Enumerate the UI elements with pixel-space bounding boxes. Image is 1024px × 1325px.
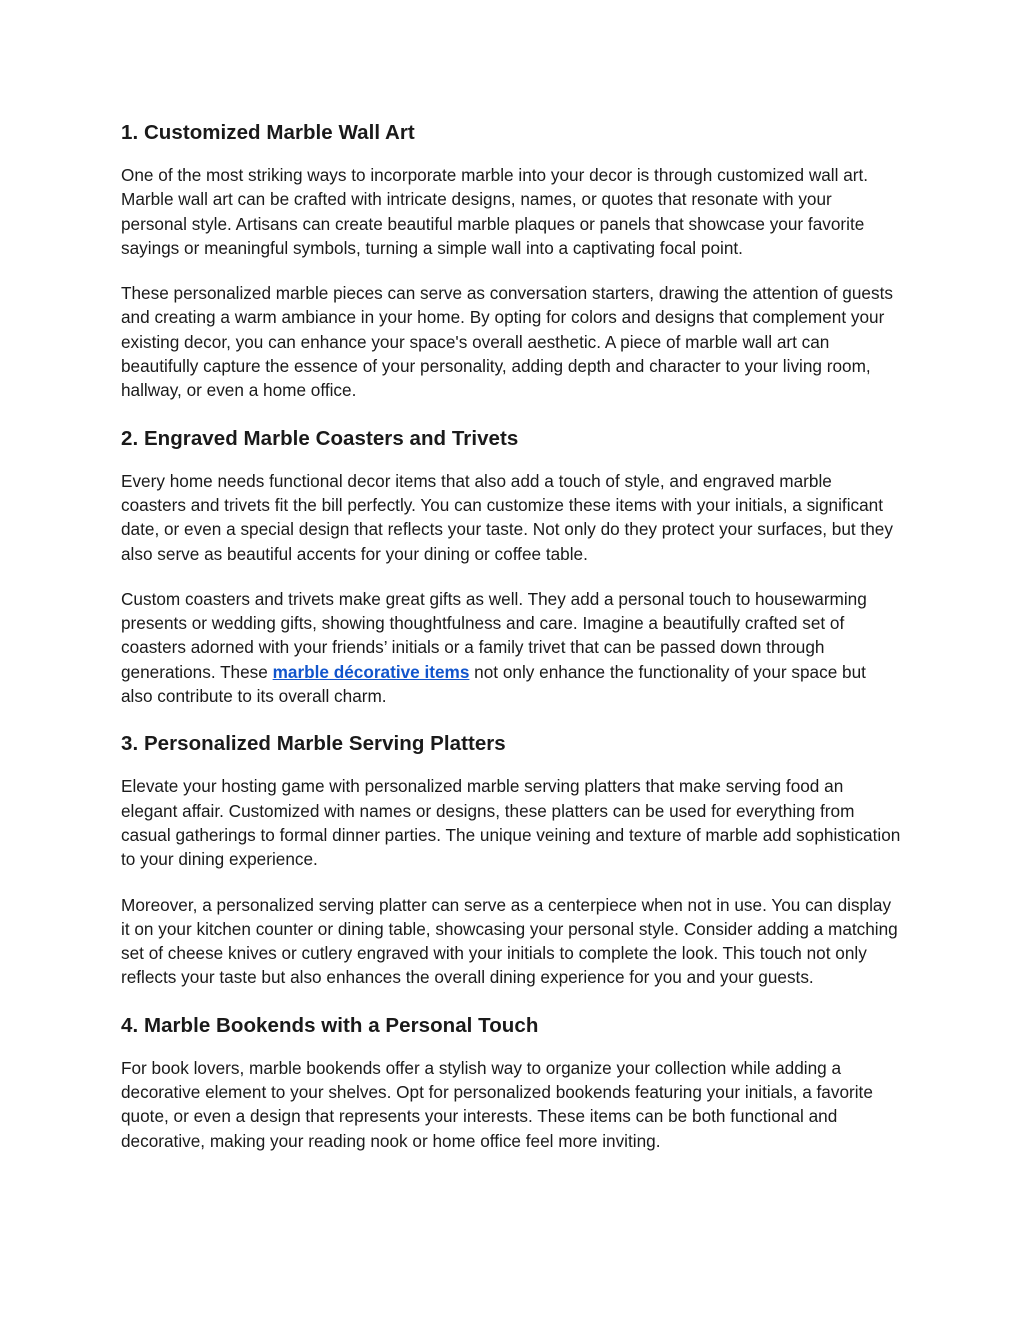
section-serving-platters [121, 727, 901, 989]
paragraph-with-link [121, 587, 901, 708]
section-coasters-trivets [121, 422, 901, 709]
section-wall-art [121, 116, 901, 403]
paragraph: These personalized marble pieces can serve as conversation starters, drawing the attention of guests and creating a warm ambiance in your home. By opting for colors and designs that complement your existing decor, you can enhance your space's overall aesthetic. A piece of marble wall art can beautifully capture the essence of your personality, adding depth and character to your living room, hallway, or even a home office. [121, 283, 893, 401]
section-heading: 3. Personalized Marble Serving Platters [121, 732, 506, 756]
paragraph-text-after-link: not only enhance the functionality of your space but also contribute to its overall charm. [121, 661, 866, 707]
paragraph: For book lovers, marble bookends offer a stylish way to organize your collection while adding a decorative element to your shelves. Opt for personalized bookends featuring your initials, a favorite quote, or even a design that represents your interests. These items can be both functional and decorative, making your reading nook or home office feel more inviting. [121, 1057, 873, 1151]
document-page [121, 116, 901, 1174]
paragraph-text-before-link: Custom coasters and trivets make great gifts as well. They add a personal touch to housewarming presents or wedding gifts, showing thoughtfulness and care. Imagine a beautifully crafted set of coasters adorned with your friends’ initials or a family trivet that can be passed down through generations. These [121, 588, 867, 682]
paragraph: Every home needs functional decor items that also add a touch of style, and engraved marble coasters and trivets fit the bill perfectly. You can customize these items with your initials, a significant date, or even a special design that reflects your taste. Not only do they protect your surfaces, but they also serve as beautiful accents for your dining or coffee table. [121, 470, 893, 564]
section-bookends [121, 1009, 901, 1153]
paragraph: One of the most striking ways to incorporate marble into your decor is through customized wall art. Marble wall art can be crafted with intricate designs, names, or quotes that resonate with your personal style. Artisans can create beautiful marble plaques or panels that showcase your favorite sayings or meaningful symbols, turning a simple wall into a captivating focal point. [121, 165, 869, 258]
section-heading: 4. Marble Bookends with a Personal Touch [121, 1013, 539, 1037]
paragraph: Moreover, a personalized serving platter can serve as a centerpiece when not in use. You can display it on your kitchen counter or dining table, showcasing your personal style. Consider adding a matching set of cheese knives or cutlery engraved with your initials to complete the look. This touch not only reflects your taste but also enhances the overall dining experience for you and your guests. [121, 894, 898, 988]
section-heading: 1. Customized Marble Wall Art [121, 121, 415, 144]
section-heading: 2. Engraved Marble Coasters and Trivets [121, 426, 519, 450]
marble-decorative-items-link[interactable]: marble décorative items [272, 661, 470, 682]
paragraph: Elevate your hosting game with personalized marble serving platters that make serving food an elegant affair. Customized with names or designs, these platters can be used for everything from casual gatherings to formal dinner parties. The unique veining and texture of marble add sophistication to your dining experience. [121, 776, 901, 870]
